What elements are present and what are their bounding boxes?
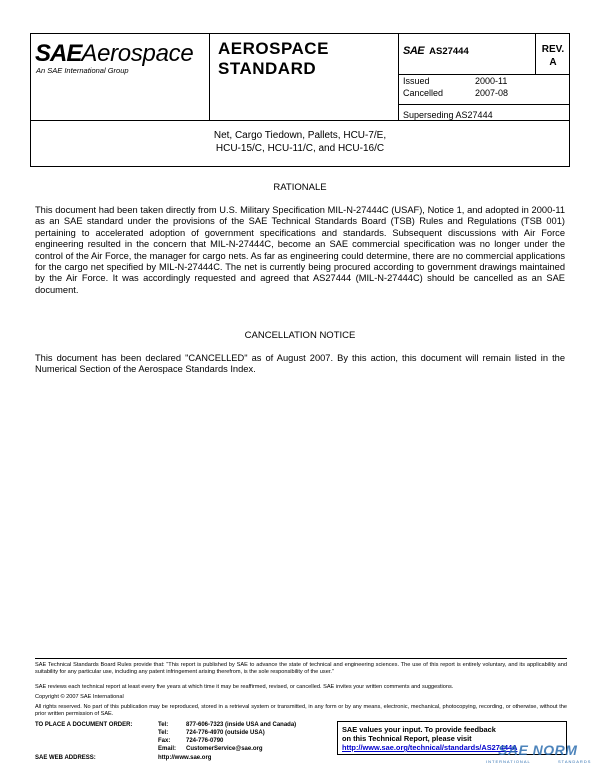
cancellation-heading: CANCELLATION NOTICE — [244, 330, 356, 341]
header-rule — [398, 74, 569, 75]
header-divider — [209, 34, 210, 120]
order-label: TO PLACE A DOCUMENT ORDER: — [35, 722, 133, 728]
superseding-note: Superseding AS27444 — [403, 110, 493, 120]
stamp-text: SAE NORM — [498, 742, 578, 758]
revision-cell — [536, 43, 570, 69]
tel-key: Tel: — [158, 722, 169, 728]
document-number — [403, 45, 469, 57]
rationale-paragraph: This document had been taken directly from U.S. Military Specification MIL-N-27444C (USAF), Notice 1, and adopted in 2000-11 as an SAE standard under the provisions of the SAE Technical Standards Board (TSB) Rules and Regulations (TSB 001) pertaining to accelerated adoption of government specifications and standards. Subsequent discussions with Air Force engineering resulted in the concern that MIL-N-27444C, become an SAE commercial specification was no longer under the control of the Air Force, the manager for cargo nets. As far as engineering could determine, there are no commercial applications for the cargo net specified by MIL-N-27444C. The net is currently being procured according to government drawings maintained by the Air Force. It was accordingly requested and agreed that AS27444 (MIL-N-27444C) should be cancelled as an SAE document. — [35, 205, 565, 295]
tel-outside-usa: 724-776-4970 (outside USA) — [186, 730, 265, 736]
cancelled-value: 2007-08 — [475, 88, 509, 98]
email-key: Email: — [158, 746, 177, 752]
document-title-line: Net, Cargo Tiedown, Pallets, HCU-7/E, — [213, 130, 387, 141]
revision-label: REV. — [541, 44, 565, 55]
rights-notice: All rights reserved. No part of this publication may be reproduced, stored in a retrieval system or transmitted, in any form or by any means, electronic, mechanical, photocopying, recording, or otherwise, without the prior written permission of SAE. — [35, 704, 567, 718]
footer-rule — [35, 658, 567, 659]
sae-mini-logo: SAE — [403, 45, 425, 57]
logo-tagline: An SAE International Group — [36, 66, 129, 75]
feedback-text: on this Technical Report, please visit — [342, 734, 472, 743]
watermark-stamp — [486, 742, 598, 772]
email-address: CustomerService@sae.org — [186, 746, 263, 752]
fax-number: 724-776-0790 — [186, 738, 224, 744]
header-divider — [398, 34, 399, 120]
logo-aerospace-text: Aerospace — [81, 40, 194, 67]
document-title-box — [30, 120, 570, 167]
fax-key: Fax: — [158, 738, 171, 744]
document-title — [31, 130, 569, 155]
web-address-label: SAE WEB ADDRESS: — [35, 755, 96, 761]
stamp-subtext-left: INTERNATIONAL — [486, 759, 531, 764]
web-address-link[interactable]: http://www.sae.org — [158, 755, 212, 761]
revision-value: A — [549, 57, 557, 68]
sae-aerospace-logo — [35, 41, 205, 81]
review-notice: SAE reviews each technical report at least every five years at which time it may be reaffirmed, revised, or cancelled. SAE invites your written comments and suggestions. — [35, 684, 454, 690]
tel-inside-usa: 877-606-7323 (inside USA and Canada) — [186, 722, 297, 728]
title-line: STANDARD — [218, 59, 317, 78]
logo-sae-text: SAE — [35, 40, 82, 67]
document-number-value: AS27444 — [429, 46, 469, 57]
issued-label: Issued — [403, 76, 430, 86]
tel-key: Tel: — [158, 730, 169, 736]
header-table — [30, 33, 570, 121]
copyright-notice: Copyright © 2007 SAE International — [35, 694, 124, 700]
cancellation-paragraph: This document has been declared "CANCELLED" as of August 2007. By this action, this document will remain listed in the Numerical Section of the Aerospace Standards Index. — [35, 353, 565, 375]
cancelled-label: Cancelled — [403, 88, 444, 98]
document-type-title — [218, 39, 329, 79]
title-line: AEROSPACE — [218, 39, 329, 58]
document-title-line: HCU-15/C, HCU-11/C, and HCU-16/C — [215, 142, 385, 154]
feedback-text: SAE values your input. To provide feedback — [342, 725, 496, 734]
header-rule — [398, 104, 569, 105]
stamp-subtext-right: STANDARDS — [558, 759, 592, 764]
rationale-heading: RATIONALE — [273, 182, 327, 193]
issued-value: 2000-11 — [475, 76, 508, 86]
tsb-rules-notice: SAE Technical Standards Board Rules provide that: “This report is published by SAE to advance the state of technical and engineering sciences. The use of this report is entirely voluntary, and its applicability and suitability for any particular use, including any patent infringement arising therefrom, is the sole responsibility of the user.” — [35, 662, 567, 676]
feedback-link[interactable]: http://www.sae.org/technical/standards/AS27444A — [342, 743, 518, 752]
